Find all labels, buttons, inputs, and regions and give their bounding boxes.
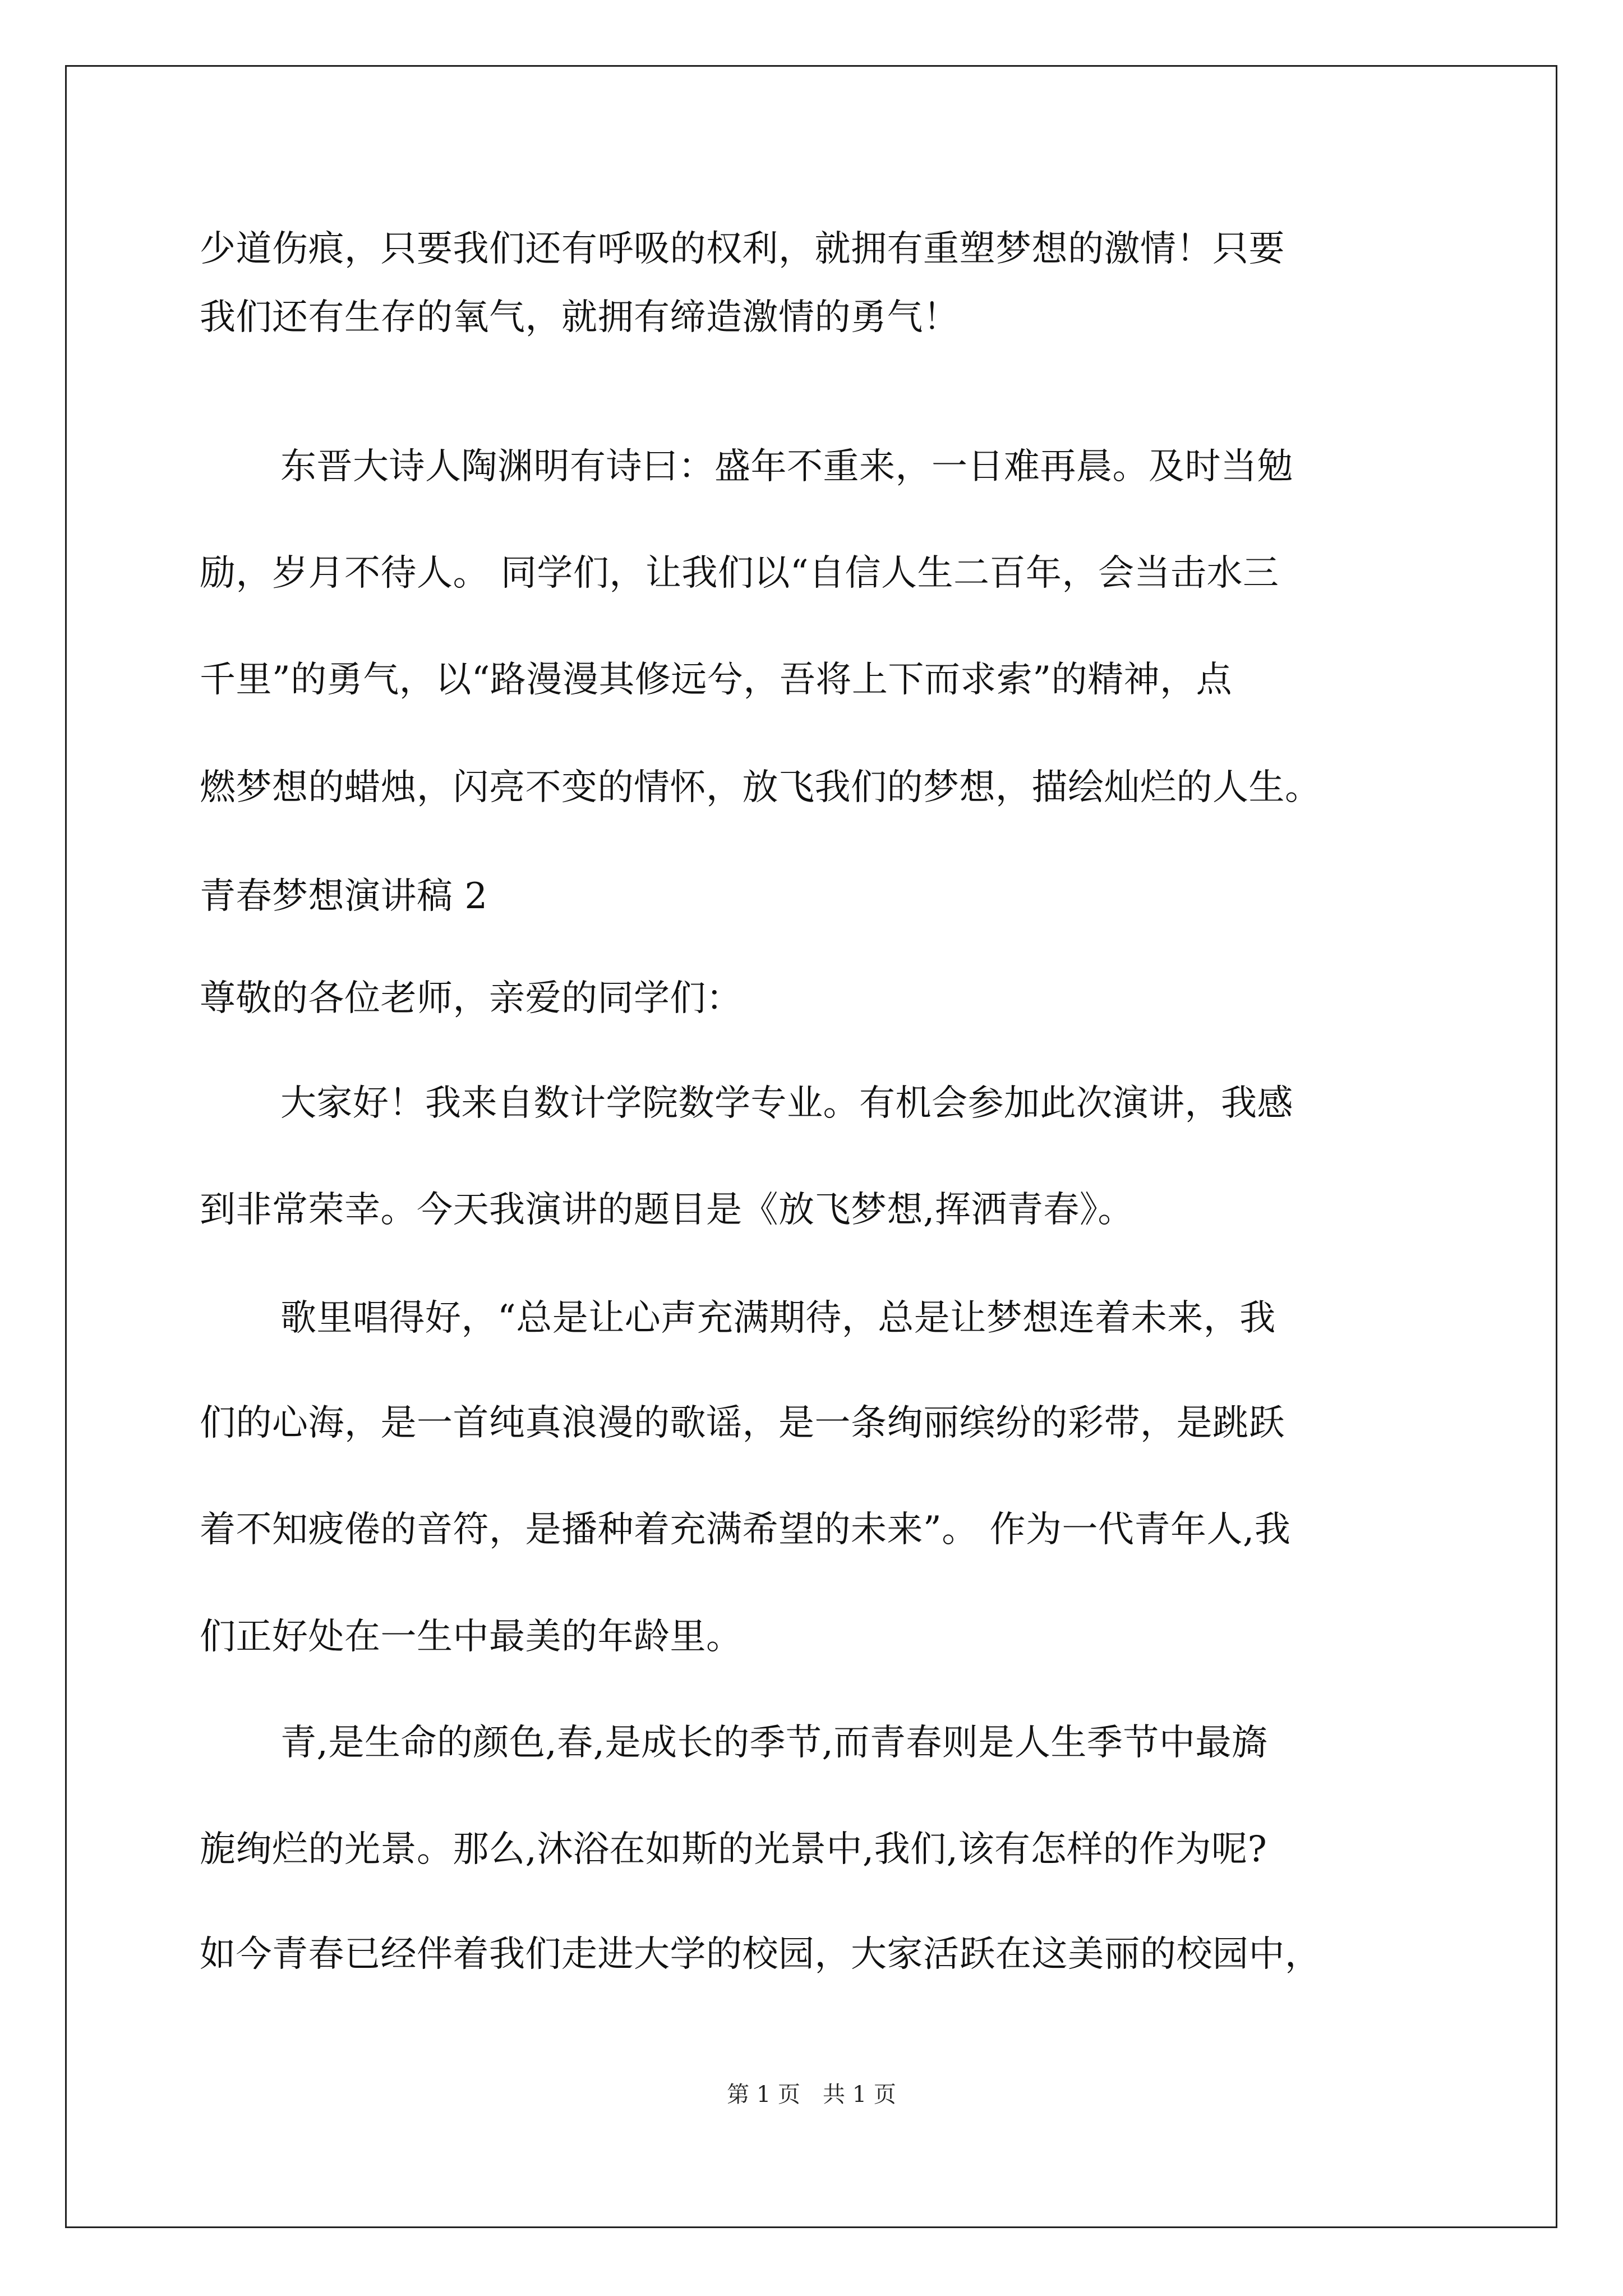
paragraph-line: 旎绚烂的光景。那么,沐浴在如斯的光景中,我们,该有怎样的作为呢? [200,1829,1267,1870]
paragraph-line: 到非常荣幸。今天我演讲的题目是《放飞梦想,挥洒青春》。 [200,1189,1134,1231]
paragraph-line: 们正好处在一生中最美的年龄里。 [200,1616,743,1658]
paragraph-line: 东晋大诗人陶渊明有诗曰：盛年不重来，一日难再晨。及时当勉 [280,446,1293,487]
paragraph-line: 励，岁月不待人。 同学们，让我们以“自信人生二百年，会当击水三 [200,553,1279,594]
paragraph-line: 我们还有生存的氧气，就拥有缔造激情的勇气！ [200,297,960,338]
paragraph-line: 青,是生命的颜色,春,是成长的季节,而青春则是人生季节中最旖 [280,1722,1268,1764]
paragraph-line: 燃梦想的蜡烛，闪亮不变的情怀，放飞我们的梦想，描绘灿烂的人生。 [200,767,1321,808]
paragraph-line: 大家好！我来自数计学院数学专业。有机会参加此次演讲，我感 [280,1083,1293,1124]
paragraph-line: 歌里唱得好，“总是让心声充满期待，总是让梦想连着未来，我 [280,1297,1276,1339]
paragraph-line: 着不知疲倦的音符，是播种着充满希望的未来”。 作为一代青年人,我 [200,1509,1291,1550]
page-footer: 第 1 页 共 1 页 [727,2082,896,2108]
paragraph-line: 少道伤痕，只要我们还有呼吸的权利，就拥有重塑梦想的激情！只要 [200,228,1285,270]
paragraph-line: 千里”的勇气，以“路漫漫其修远兮，吾将上下而求索”的精神，点 [200,659,1233,701]
paragraph-line: 如今青春已经伴着我们走进大学的校园，大家活跃在这美丽的校园中， [200,1934,1321,1975]
salutation-line: 尊敬的各位老师，亲爱的同学们： [200,978,743,1019]
section-heading: 青春梦想演讲稿 2 [200,876,488,917]
paragraph-line: 们的心海，是一首纯真浪漫的歌谣，是一条绚丽缤纷的彩带，是跳跃 [200,1402,1285,1444]
page-border [65,65,1557,2228]
